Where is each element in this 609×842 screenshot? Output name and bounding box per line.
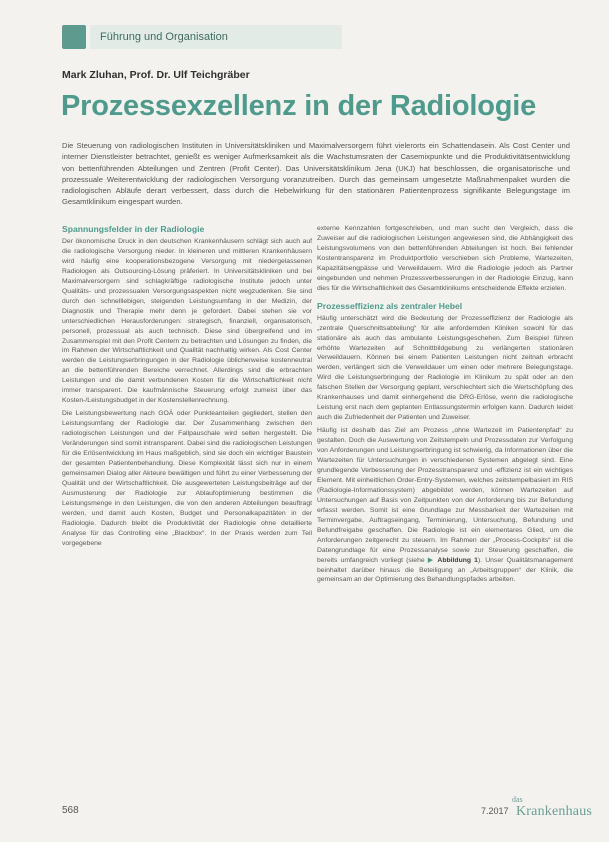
left-column-paragraph: Die Leistungsbewertung nach GOÄ oder Punkteanteilen gegliedert, stellen den Leistungsumfang der Radiologie dar. Der Zusammenhang zwischen den radiologischen Leistungen und der Fallpauschale wird selten hergestellt. Die Veränderungen sind somit intransparent. Dabei sind die radiologischen Leistungen für die Erlösentwicklung im Haus maßgeblich, sind sie doch ein wichtiger Baustein der gesamten Patientenbehandlung. Diese Komplexität lässt sich nur in einem gemeinsamen Dialog aller Akteure bewältigen und führt zu einer Verbesserung der Qualität und der Wirtschaftlichkeit. Die ausgewerteten Leistungsbeiträge auf der Ausmusterung der Radiologie zur Ablaufoptimierung bestimmen die Leistungsmenge in den Leistungen, die von den anderen Abteilungen beauftragt werden, und damit auch Kosten, Budget und Personalkapazitäten in der Radiologie. Dadurch bleibt die Produktivität der Radiologie ohne detaillierte Analyse für das Controlling eine „Blackbox“. In der Praxis werden zum Teil vorgegebene [62, 410, 312, 547]
section-label: Führung und Organisation [90, 25, 342, 49]
issue-number: 7.2017 [481, 806, 509, 816]
left-column-paragraph: Der ökonomische Druck in den deutschen Krankenhäusern schlägt sich auch auf die radiologische Versorgung nieder. In kleineren und mittleren Krankenhäusern wird häufig eine kooperationsbezogene Versorgung mit niedergelassenen Radiologen als Outsourcing-Lösung präferiert. In Universitätskliniken und bei Maximalversorgern sind schlagkräftige radiologische Institute jedoch unter Qualitäts- und prozessualen Versorgungsaspekten nicht wegzudenken. Sie sind durch den schnelllebigen, steigenden Leistungsumfang in der Medizin, der Diagnostik und Therapie mehr denn je gefordert. Dabei stehen sie vor unterschiedlichen Herausforderungen: strategisch, finanziell, organisatorisch, personell, prozessual als auch technisch. Diese sind übergreifend und im Zusammenspiel mit den Profit Centern zu betrachten und Lösungen zu finden, die im Rahmen der Wirtschaftlichkeit und Qualität nachhaltig wirken. Als Cost Center werden die Leistungserbringungen in der Radiologie üblicherweise kostenneutral an die bettenführenden Bereiche verrechnet. Allerdings sind die erbrachten Leistungen und die damit verbundenen Kosten für die Wirtschaftlichkeit nicht immer transparent. Die kaufmännische Steuerung erfolgt zumeist über das Kosten-/Leistungsbudget in der Kostenstellenrechnung. [62, 238, 312, 405]
authors: Mark Zluhan, Prof. Dr. Ulf Teichgräber [62, 69, 250, 81]
article-title: Prozessexzellenz in der Radiologie [61, 90, 537, 122]
left-column [62, 224, 312, 552]
logo-small-text: das [512, 795, 523, 804]
lead-paragraph: Die Steuerung von radiologischen Instituten in Universitätskliniken und Maximalversorgern führt vielerorts ein Schattendasein. Als Cost Center und interner Dienstleister betrachtet, genießt es weniger Aufmerksamkeit als die Wachstumsraten der Casemixpunkte und die Produktivitätsentwicklung von bettenführenden Abteilungen und Zentren (Profit Center). Das Universitätsklinikum Jena (UKJ) hat beschlossen, die organisatorische und prozessuale Weiterentwicklung der radiologischen Versorgung voranzutreiben. Durch das gemeinsam umgesetzte Maßnahmenpaket wurden die radiologischen Abläufe derart verbessert, dass durch die Hebelwirkung für den stationären Patientenprozess signifikante Belegungstage im Gesamtklinikum eingespart wurden. [62, 141, 570, 207]
section-color-block [62, 25, 86, 49]
magazine-logo [512, 795, 593, 825]
arrow-right-icon: ▶ [427, 556, 435, 564]
right-column-paragraph: Häufig unterschätzt wird die Bedeutung der Prozesseffizienz der Radiologie als „zentrale Querschnittsabteilung“ für alle anfordernden Kliniken sowohl für das stationäre als auch das ambulante Leistungsgeschehen. Zum Beispiel führen erhöhte Wartezeiten auf Schnittbildgebung zu verlängerten stationären Verweildauern. Können bei einem Patienten Leistungen nicht zeitnah erbracht werden, verlängert sich die Verweildauer um einen oder mehrere Belegungstage. Wird die Leistungserbringung der Radiologie im Klinikum zu spät oder an den falschen Stellen der Versorgung geplant, verschlechtert sich die Wertschöpfung des Krankenhauses und damit einhergehend die DRG-Erlöse, wenn die radiologische Leistung erst nach dem geplanten Entlassungstermin erfolgen kann. Dadurch leidet auch die Zufriedenheit der Patienten und Zuweiser. [317, 314, 573, 422]
section-tag [62, 25, 342, 49]
right-column-intro: externe Kennzahlen fortgeschrieben, und man sucht den Vergleich, dass die Zuweiser auf die radiologischen Leistungen angewiesen sind, die Abhängigkeit des Leistungsvolumens von den bettenführenden Abteilungen ist hoch. Bei fehlender Kostentransparenz im Produktportfolio verschieben sich Probleme, Wartezeiten, Kapazitätsengpässe und Verweildauern. Wird die Radiologie jedoch als Partner eingebunden und nehmen Prozessverbesserungen in der Radiologie Einzug, kann dies für die Wirtschaftlichkeit des Gesamtklinikums entscheidende Effekte erzielen. [317, 225, 573, 292]
left-column-heading: Spannungsfelder in der Radiologie [62, 224, 205, 234]
after-figure-text: ). Unser Qualitätsmanagement beinhaltet darüber hinaus die Beteiligung an „Arbeitsgruppen“ der Klinik, die gemeinsam an der Optimierung des Behandlungspfades arbeiten. [317, 556, 573, 584]
right-column-paragraph-text: Häufig ist deshalb das Ziel am Prozess „ohne Wartezeit im Patientenpfad“ zu gestalten. Doch die Auswertung von Zeitstempeln und Prozessdaten zur Verfolgung von Anforderungen und Leistungserbringung ist schwierig, da Informationen über die Wartezeiten für Untersuchungen in verschiedenen Systemen abgelegt sind. Eine grundlegende Verbesserung der Prozesstransparenz und -effizienz ist ein wichtiges Element. Mit einheitlichen Order-Entry-Systemen, welches zeitstempelbasiert im RIS (Radiologie-Informationssystem) abgebildet werden, können Wartezeiten auf Untersuchungen auf Basis von Zeitpunkten von der Anforderung bis zur Befundung erfasst werden. Somit ist eine Grundlage zur Messbarkeit der Wartezeiten mit Terminvergabe, Auftragseingang, Terminierung, Untersuchung, Befundung und Befundfreigabe geschaffen. Die Radiologie ist ein elementares Glied, um die Anforderungen zeitgerecht zu steuern. Im Rahmen der „Process-Cockpits“ ist die Datengrundlage für eine Prozessanalyse sowie zur Steuerung geschaffen, die bereits umfangreich vorliegt (siehe [317, 427, 573, 564]
page-number: 568 [62, 805, 79, 816]
right-column-paragraph-with-figure [317, 426, 573, 585]
right-column [317, 224, 573, 588]
figure-reference-link[interactable]: Abbildung 1 [437, 556, 478, 564]
right-column-heading: Prozesseffizienz als zentraler Hebel [317, 300, 463, 311]
logo-big-text: Krankenhaus [516, 804, 593, 819]
